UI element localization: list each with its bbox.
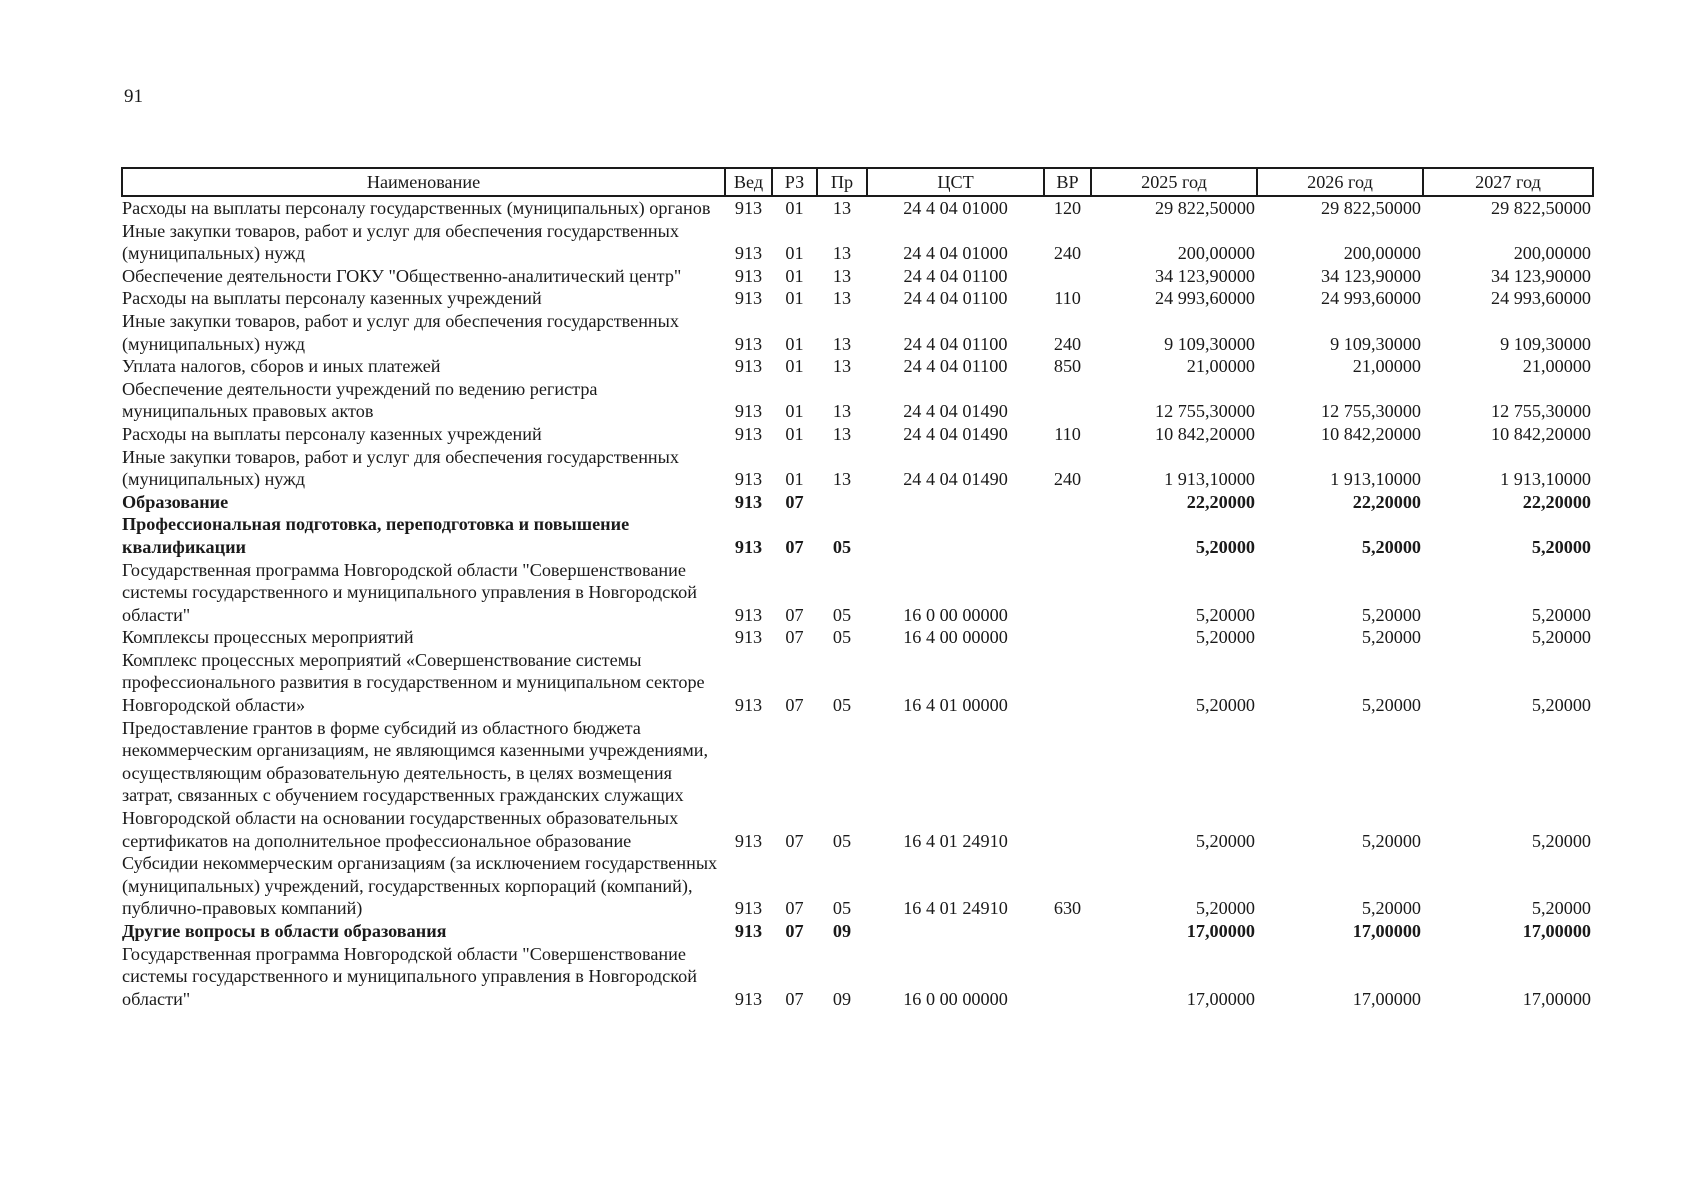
row-pr: 05 xyxy=(832,536,852,557)
row-2025: 1 913,10000 xyxy=(1164,469,1255,490)
row-2026: 24 993,60000 xyxy=(1320,288,1421,309)
row-2027: 1 913,10000 xyxy=(1500,469,1591,490)
row-rz: 01 xyxy=(785,265,804,286)
row-vr xyxy=(1044,649,1091,717)
row-name: Расходы на выплаты персоналу казенных учреждений xyxy=(122,423,542,444)
row-vr: 120 xyxy=(1053,198,1082,218)
row-vr xyxy=(1044,559,1091,627)
row-2027: 24 993,60000 xyxy=(1490,288,1591,309)
row-2027: 5,20000 xyxy=(1531,898,1591,919)
row-rz: 07 xyxy=(785,604,804,625)
row-pr: 13 xyxy=(832,265,852,286)
section-row xyxy=(122,491,1593,514)
row-rz: 01 xyxy=(785,469,804,490)
row-2025: 200,00000 xyxy=(1177,243,1255,264)
row-2026: 5,20000 xyxy=(1361,830,1421,851)
row-name: Профессиональная подготовка, переподготовка и повышение квалификации xyxy=(122,514,630,557)
row-name: Субсидии некоммерческим организациям (за исключением государственных (муниципальных) учреждений, государственных корпораций (компаний), публично-правовых компаний) xyxy=(122,853,718,919)
row-name: Государственная программа Новгородской области "Совершенствование системы государственного и муниципального управления в Новгородской области" xyxy=(122,559,697,625)
row-cst: 16 4 01 00000 xyxy=(903,695,1008,716)
row-name: Государственная программа Новгородской области "Совершенствование системы государственного и муниципального управления в Новгородской области" xyxy=(122,943,697,1009)
row-pr xyxy=(817,491,867,514)
row-vr xyxy=(1044,943,1091,1011)
row-name: Иные закупки товаров, работ и услуг для обеспечения государственных (муниципальных) нужд xyxy=(122,310,679,354)
row-vr: 110 xyxy=(1054,288,1081,309)
row-2026: 5,20000 xyxy=(1361,627,1421,648)
table-row xyxy=(122,196,1593,220)
row-2026: 34 123,90000 xyxy=(1320,265,1421,286)
row-2025: 22,20000 xyxy=(1186,491,1255,512)
row-cst: 24 4 04 01100 xyxy=(903,333,1008,354)
row-2027: 29 822,50000 xyxy=(1490,198,1591,218)
row-pr: 13 xyxy=(832,401,852,422)
row-name: Комплекс процессных мероприятий «Совершенствование системы профессионального развития в государственном и муниципальном секторе Новгородской области» xyxy=(122,649,705,716)
row-2026: 17,00000 xyxy=(1352,988,1421,1009)
row-rz: 07 xyxy=(785,988,804,1009)
row-cst: 24 4 04 01100 xyxy=(903,356,1008,377)
row-name: Иные закупки товаров, работ и услуг для обеспечения государственных (муниципальных) нужд xyxy=(122,446,679,490)
row-ved: 913 xyxy=(734,265,763,286)
row-rz: 07 xyxy=(785,830,804,851)
table-row xyxy=(122,649,1593,717)
row-name: Иные закупки товаров, работ и услуг для обеспечения государственных (муниципальных) нужд xyxy=(122,220,679,264)
row-2025: 34 123,90000 xyxy=(1154,265,1255,286)
row-2025: 5,20000 xyxy=(1195,830,1255,851)
row-2026: 12 755,30000 xyxy=(1320,401,1421,422)
header-2026: 2026 год xyxy=(1257,168,1423,196)
header-2027: 2027 год xyxy=(1423,168,1593,196)
row-pr: 13 xyxy=(832,288,852,309)
row-name: Расходы на выплаты персоналу казенных учреждений xyxy=(122,288,542,309)
table-row xyxy=(122,423,1593,446)
row-2027: 34 123,90000 xyxy=(1490,265,1591,286)
row-2027: 5,20000 xyxy=(1531,604,1591,625)
row-2027: 22,20000 xyxy=(1522,491,1591,512)
row-pr: 13 xyxy=(832,333,852,354)
row-2027: 5,20000 xyxy=(1531,695,1591,716)
row-2026: 5,20000 xyxy=(1361,536,1421,557)
row-rz: 01 xyxy=(785,401,804,422)
row-cst: 24 4 04 01490 xyxy=(903,469,1008,490)
table-row xyxy=(122,265,1593,288)
row-name: Расходы на выплаты персоналу государственных (муниципальных) органов xyxy=(122,198,711,218)
header-name: Наименование xyxy=(122,168,725,196)
table-row xyxy=(122,446,1593,491)
row-vr: 240 xyxy=(1053,243,1082,264)
budget-table xyxy=(121,167,1594,1010)
row-ved: 913 xyxy=(734,401,763,422)
section-row xyxy=(122,513,1593,558)
table-header-row xyxy=(122,168,1593,196)
row-2026: 22,20000 xyxy=(1352,491,1421,512)
row-rz: 07 xyxy=(785,491,804,512)
row-2025: 10 842,20000 xyxy=(1154,423,1255,444)
row-pr: 05 xyxy=(832,695,852,716)
row-2027: 12 755,30000 xyxy=(1490,401,1591,422)
row-2025: 5,20000 xyxy=(1195,627,1255,648)
row-2027: 5,20000 xyxy=(1531,830,1591,851)
row-name: Обеспечение деятельности ГОКУ "Общественно-аналитический центр" xyxy=(122,265,682,286)
row-rz: 07 xyxy=(785,921,804,941)
row-cst xyxy=(867,920,1044,943)
row-2025: 17,00000 xyxy=(1186,988,1255,1009)
row-pr: 05 xyxy=(832,627,852,648)
row-2027: 5,20000 xyxy=(1531,627,1591,648)
row-cst: 24 4 04 01000 xyxy=(903,198,1008,218)
table-row xyxy=(122,355,1593,378)
row-pr: 05 xyxy=(832,604,852,625)
row-2026: 10 842,20000 xyxy=(1320,423,1421,444)
row-2025: 9 109,30000 xyxy=(1164,333,1255,354)
row-2025: 5,20000 xyxy=(1195,604,1255,625)
row-2025: 5,20000 xyxy=(1195,536,1255,557)
row-name: Предоставление грантов в форме субсидий из областного бюджета некоммерческим организациям, не являющимся казенными учреждениями, осуществляющим образовательную деятельность, в целях возмещения затрат, связанных с обучением государственных гражданских служащих Новгородской области на основании государственных образовательных сертификатов на дополнительное профессиональное образование xyxy=(122,717,709,851)
table-row xyxy=(122,310,1593,355)
page-number: 91 xyxy=(124,86,143,107)
table-row xyxy=(122,220,1593,265)
row-name: Образование xyxy=(122,491,229,512)
table-row xyxy=(122,559,1593,627)
row-2026: 5,20000 xyxy=(1361,604,1421,625)
row-2025: 5,20000 xyxy=(1195,898,1255,919)
row-2027: 200,00000 xyxy=(1513,243,1591,264)
row-cst: 24 4 04 01100 xyxy=(903,288,1008,309)
row-name: Обеспечение деятельности учреждений по ведению регистра муниципальных правовых актов xyxy=(122,378,598,422)
row-2026: 9 109,30000 xyxy=(1330,333,1421,354)
row-ved: 913 xyxy=(734,898,763,919)
row-cst: 16 0 00 00000 xyxy=(903,988,1008,1009)
row-vr: 850 xyxy=(1053,356,1082,377)
row-2025: 21,00000 xyxy=(1186,356,1255,377)
row-cst xyxy=(867,491,1044,514)
table-row xyxy=(122,378,1593,423)
row-rz: 01 xyxy=(785,333,804,354)
row-ved: 913 xyxy=(734,988,763,1009)
row-2025: 24 993,60000 xyxy=(1154,288,1255,309)
row-pr: 05 xyxy=(832,898,852,919)
row-vr: 240 xyxy=(1053,469,1082,490)
row-cst: 16 4 00 00000 xyxy=(903,627,1008,648)
table-row xyxy=(122,852,1593,920)
row-vr xyxy=(1044,626,1091,649)
row-pr: 09 xyxy=(832,921,852,941)
row-2027: 17,00000 xyxy=(1522,988,1591,1009)
row-cst: 24 4 04 01000 xyxy=(903,243,1008,264)
row-pr: 13 xyxy=(832,198,852,218)
row-pr: 13 xyxy=(832,243,852,264)
row-rz: 07 xyxy=(785,898,804,919)
header-cst: ЦСТ xyxy=(867,168,1044,196)
row-cst: 16 4 01 24910 xyxy=(903,830,1008,851)
row-2026: 17,00000 xyxy=(1352,921,1421,941)
row-2027: 5,20000 xyxy=(1531,536,1591,557)
row-rz: 01 xyxy=(785,356,804,377)
row-2027: 10 842,20000 xyxy=(1490,423,1591,444)
row-ved: 913 xyxy=(734,921,763,941)
row-vr xyxy=(1044,717,1091,853)
row-2026: 21,00000 xyxy=(1352,356,1421,377)
row-pr: 09 xyxy=(832,988,852,1009)
table-row xyxy=(122,287,1593,310)
section-row xyxy=(122,920,1593,943)
row-ved: 913 xyxy=(734,356,763,377)
header-vr: ВР xyxy=(1044,168,1091,196)
row-rz: 01 xyxy=(785,288,804,309)
row-vr xyxy=(1044,491,1091,514)
row-name: Другие вопросы в области образования xyxy=(122,921,447,941)
row-2026: 5,20000 xyxy=(1361,695,1421,716)
header-rz: РЗ xyxy=(772,168,817,196)
row-pr: 13 xyxy=(832,469,852,490)
row-2027: 21,00000 xyxy=(1522,356,1591,377)
header-2025: 2025 год xyxy=(1091,168,1257,196)
row-ved: 913 xyxy=(734,830,763,851)
row-cst: 16 4 01 24910 xyxy=(903,898,1008,919)
row-vr: 630 xyxy=(1053,898,1082,919)
row-2025: 5,20000 xyxy=(1195,695,1255,716)
row-ved: 913 xyxy=(734,243,763,264)
row-rz: 07 xyxy=(785,627,804,648)
row-vr xyxy=(1044,513,1091,558)
row-ved: 913 xyxy=(734,536,763,557)
row-ved: 913 xyxy=(734,198,763,218)
row-vr xyxy=(1044,920,1091,943)
row-2025: 17,00000 xyxy=(1186,921,1255,941)
row-ved: 913 xyxy=(734,288,763,309)
row-cst: 16 0 00 00000 xyxy=(903,604,1008,625)
row-vr: 110 xyxy=(1054,423,1081,444)
row-2026: 29 822,50000 xyxy=(1320,198,1421,218)
row-name: Комплексы процессных мероприятий xyxy=(122,627,414,648)
row-pr: 13 xyxy=(832,423,852,444)
row-2025: 12 755,30000 xyxy=(1154,401,1255,422)
row-rz: 01 xyxy=(785,198,804,218)
row-rz: 01 xyxy=(785,243,804,264)
row-2026: 5,20000 xyxy=(1361,898,1421,919)
row-ved: 913 xyxy=(734,627,763,648)
row-ved: 913 xyxy=(734,695,763,716)
row-ved: 913 xyxy=(734,491,763,512)
row-rz: 01 xyxy=(785,423,804,444)
row-cst: 24 4 04 01490 xyxy=(903,423,1008,444)
row-ved: 913 xyxy=(734,604,763,625)
header-ved: Вед xyxy=(725,168,772,196)
row-2027: 9 109,30000 xyxy=(1500,333,1591,354)
row-cst: 24 4 04 01100 xyxy=(903,265,1008,286)
row-rz: 07 xyxy=(785,536,804,557)
row-ved: 913 xyxy=(734,423,763,444)
row-pr: 13 xyxy=(832,356,852,377)
row-rz: 07 xyxy=(785,695,804,716)
row-2025: 29 822,50000 xyxy=(1154,198,1255,218)
row-cst: 24 4 04 01490 xyxy=(903,401,1008,422)
row-pr: 05 xyxy=(832,830,852,851)
row-cst xyxy=(867,513,1044,558)
header-pr: Пр xyxy=(817,168,867,196)
row-2027: 17,00000 xyxy=(1522,921,1591,941)
row-ved: 913 xyxy=(734,333,763,354)
row-vr xyxy=(1044,265,1091,288)
row-ved: 913 xyxy=(734,469,763,490)
row-2026: 200,00000 xyxy=(1343,243,1421,264)
table-row xyxy=(122,717,1593,853)
row-2026: 1 913,10000 xyxy=(1330,469,1421,490)
row-vr xyxy=(1044,378,1091,423)
row-name: Уплата налогов, сборов и иных платежей xyxy=(122,356,441,377)
table-row xyxy=(122,626,1593,649)
row-vr: 240 xyxy=(1053,333,1082,354)
table-row xyxy=(122,943,1593,1011)
